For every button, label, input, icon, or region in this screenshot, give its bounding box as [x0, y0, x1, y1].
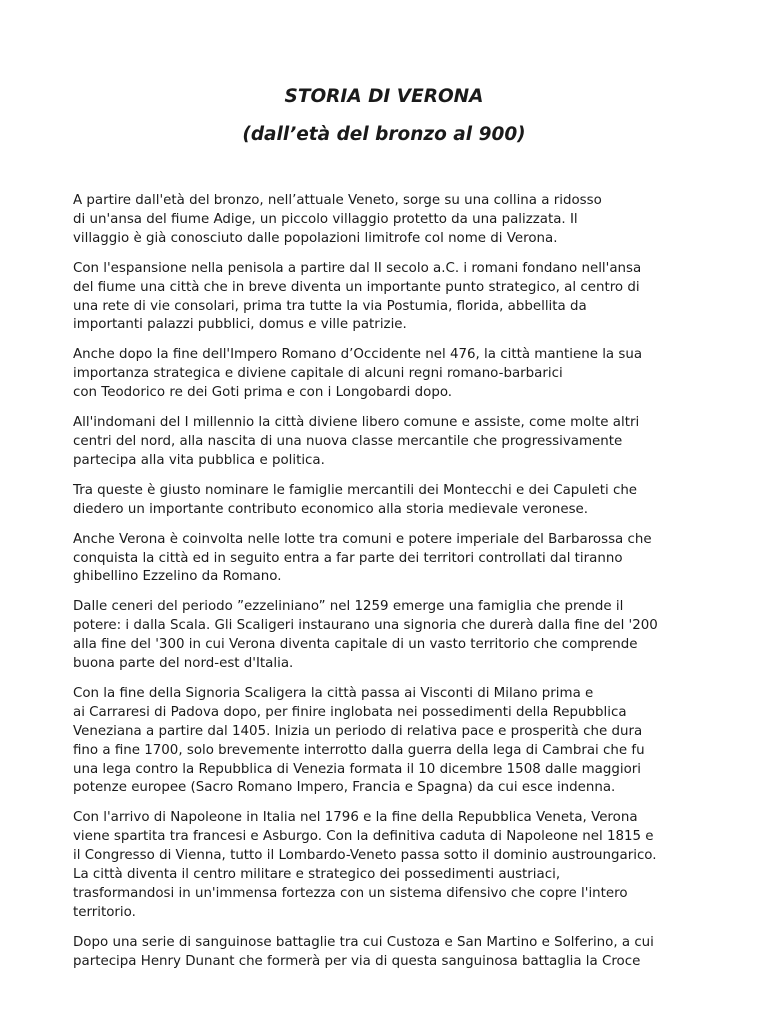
text-line: fino a fine 1700, solo brevemente interrotto dalla guerra della lega di Cambrai che fu — [73, 742, 645, 758]
text-line: Tra queste è giusto nominare le famiglie mercantili dei Montecchi e dei Capuleti che — [73, 482, 638, 498]
paragraph — [73, 598, 713, 674]
paragraph — [73, 809, 713, 922]
paragraph — [73, 414, 713, 471]
text-line: Con l'arrivo di Napoleone in Italia nel 1796 e la fine della Repubblica Veneta, Verona — [73, 810, 638, 826]
text-line: villaggio è già conosciuto dalle popolazioni limitrofe col nome di Verona. — [73, 230, 558, 246]
text-line: diedero un importante contributo economico alla storia medievale veronese. — [73, 501, 589, 517]
paragraph — [73, 346, 713, 403]
text-line: centri del nord, alla nascita di una nuova classe mercantile che progressivamente — [73, 433, 623, 449]
text-line: ai Carraresi di Padova dopo, per finire inglobata nei possedimenti della Repubblica — [73, 704, 627, 720]
paragraph — [73, 482, 713, 520]
text-line: conquista la città ed in seguito entra a far parte dei territori controllati dal tiranno — [73, 550, 623, 566]
text-line: di un'ansa del fiume Adige, un piccolo villaggio protetto da una palizzata. Il — [73, 211, 578, 227]
paragraph — [73, 192, 713, 249]
text-line: trasformandosi in un'immensa fortezza con un sistema difensivo che copre l'intero — [73, 886, 628, 901]
text-line: importanti palazzi pubblici, domus e ville patrizie. — [73, 317, 407, 333]
text-line: Anche dopo la fine dell'Impero Romano d’Occidente nel 476, la città mantiene la sua — [73, 347, 643, 363]
text-line: con Teodorico re dei Goti prima e con i Longobardi dopo. — [73, 385, 453, 401]
paragraph — [73, 260, 713, 336]
text-line: Con la fine della Signoria Scaligera la città passa ai Visconti di Milano prima e — [73, 685, 594, 701]
text-line: Veneziana a partire dal 1405. Inizia un periodo di relativa pace e prosperità che dura — [73, 723, 643, 739]
text-line: A partire dall'età del bronzo, nell’attuale Veneto, sorge su una collina a ridosso — [73, 193, 602, 208]
text-line: Dalle ceneri del periodo ”ezzeliniano” nel 1259 emerge una famiglia che prende il — [73, 599, 624, 615]
text-line: partecipa alla vita pubblica e politica. — [73, 452, 325, 468]
paragraph — [73, 531, 713, 588]
text-line: importanza strategica e diviene capitale di alcuni regni romano-barbarici — [73, 366, 563, 382]
text-line: Anche Verona è coinvolta nelle lotte tra comuni e potere imperiale del Barbarossa che — [73, 531, 652, 547]
text-line: viene spartita tra francesi e Asburgo. Con la definitiva caduta di Napoleone nel 1815 e — [73, 829, 654, 845]
text-line: potere: i dalla Scala. Gli Scaligeri instaurano una signoria che durerà dalla fine del '200 — [73, 618, 658, 634]
document-body — [73, 192, 713, 983]
text-line: La città diventa il centro militare e strategico dei possedimenti austriaci, — [73, 867, 561, 883]
text-line: partecipa Henry Dunant che formerà per via di questa sanguinosa battaglia la Croce — [73, 953, 641, 969]
text-line: buona parte del nord-est d'Italia. — [73, 656, 294, 672]
text-line: territorio. — [73, 904, 136, 920]
text-line: una lega contro la Repubblica di Venezia formata il 10 dicembre 1508 dalle maggiori — [73, 761, 642, 777]
text-line: il Congresso di Vienna, tutto il Lombardo-Veneto passa sotto il dominio austroungarico. — [73, 848, 657, 864]
text-line: alla fine del '300 in cui Verona diventa capitale di un vasto territorio che comprende — [73, 637, 638, 653]
text-line: del fiume una città che in breve diventa un importante punto strategico, al centro di — [73, 279, 640, 295]
paragraph — [73, 685, 713, 798]
page-title: STORIA DI VERONA — [284, 86, 484, 107]
text-line: una rete di vie consolari, prima tra tutte la via Postumia, florida, abbellita da — [73, 298, 587, 314]
paragraph — [73, 934, 713, 972]
text-line: Dopo una serie di sanguinose battaglie tra cui Custoza e San Martino e Solferino, a cui — [73, 934, 654, 950]
text-line: All'indomani del I millennio la città diviene libero comune e assiste, come molte altri — [73, 415, 640, 431]
text-line: Con l'espansione nella penisola a partire dal II secolo a.C. i romani fondano nell'ansa — [73, 260, 642, 276]
text-line: ghibellino Ezzelino da Romano. — [73, 569, 282, 585]
text-line: potenze europee (Sacro Romano Impero, Francia e Spagna) da cui esce indenna. — [73, 780, 616, 796]
page-subtitle: (dall’età del bronzo al 900) — [242, 124, 526, 145]
